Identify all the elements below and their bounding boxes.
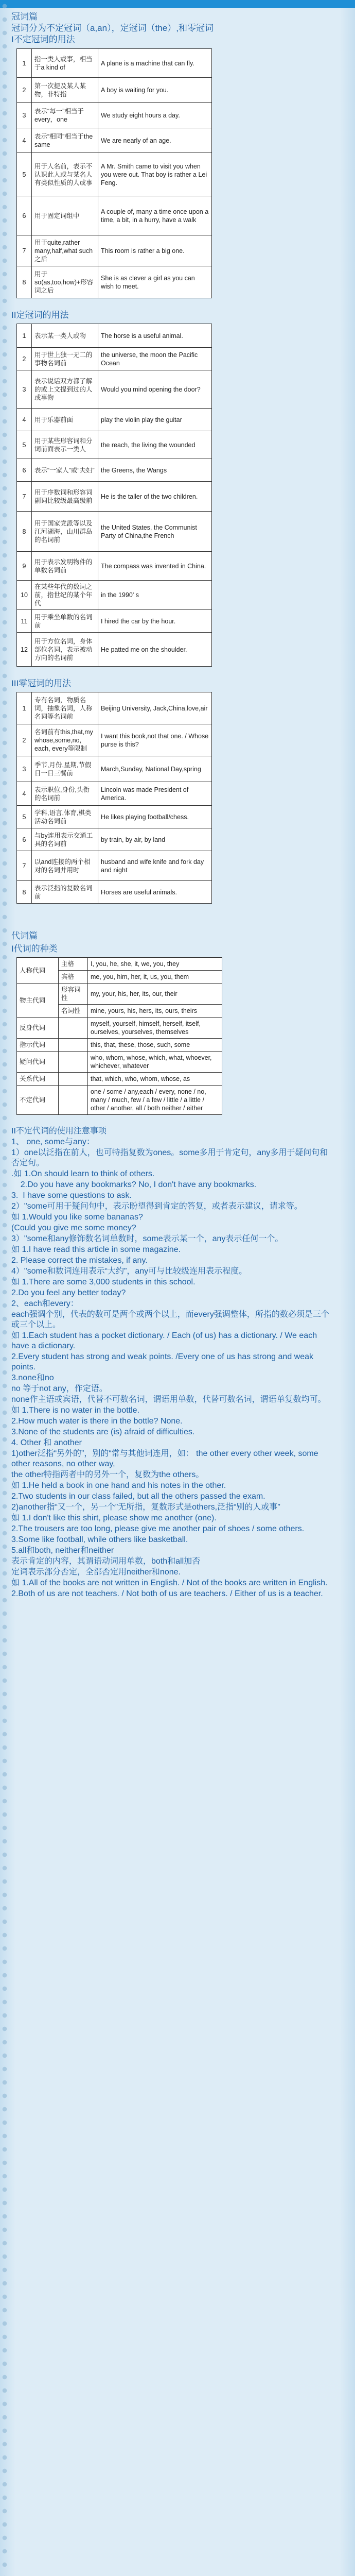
usage-cell: 用于乘坐单数的名词前 [32,610,98,633]
table-row [17,348,212,370]
pronoun-subheading: I代词的种类 [11,944,58,954]
note-line: 2.Both of us are not teachers. / Not both of us are teachers. / Either of us is a teacher. [11,1589,323,1598]
table-row [17,409,212,431]
note-line: 2.How much water is there in the bottle? None. [11,1417,183,1426]
pronoun-title [11,928,341,954]
pronoun-forms-cell: mine, yours, his, hers, its, ours, theirs [88,1005,222,1018]
row-number: 7 [17,482,32,512]
note-line: 如 1.All of the books are not written in English. / Not of the books are written in English. [11,1579,328,1587]
example-cell: Beijing University, Jack,China,love,air [98,692,212,724]
note-line: 如 1.There are some 3,000 students in this school. [11,1278,196,1286]
example-cell: Lincoln was made President of America. [98,782,212,806]
pronoun-category-cell: 人称代词 [17,958,59,984]
definite-article-title: II定冠词的用法 [11,310,69,320]
pronoun-forms-cell: this, that, these, those, such, some [88,1039,222,1052]
example-cell: The horse is a useful animal. [98,324,212,348]
table-row [17,370,212,409]
note-line: 1)other泛指“另外的”，别的“常与其他词连用，如： the other every other week, some other reasons, no other way, [11,1449,321,1468]
row-number: 8 [17,881,32,904]
usage-cell: 表示“相同”相当于the same [32,128,98,153]
example-cell: He is the taller of the two children. [98,482,212,512]
table-row [17,828,212,851]
example-cell: in the 1990' s [98,581,212,610]
header-line: 冠词篇 [11,12,38,22]
note-line: (Could you give me some money? [11,1224,136,1232]
example-cell: husband and wife knife and fork day and night [98,851,212,881]
definite-article-table [16,324,212,667]
pronoun-forms-cell: that, which, who, whom, whose, as [88,1073,222,1086]
table-row [17,153,212,196]
note-line: no 等于not any，作定语。 [11,1384,108,1393]
example-cell: We study eight hours a day. [98,103,212,128]
usage-cell: 用于方位名词，身体部位名词，表示被动方向的名词前 [32,633,98,667]
example-cell: Horses are useful animals. [98,881,212,904]
example-cell: A boy is waiting for you. [98,78,212,103]
row-number: 4 [17,128,32,153]
table-row [17,1039,222,1052]
zero-article-table [16,692,212,904]
zero-article-title: III零冠词的用法 [11,679,72,688]
pronoun-subtype-cell: 名词性 [59,1005,88,1018]
note-line: 2.Two students in our class failed, but all the others passed the exam. [11,1492,265,1501]
table-row [17,1073,222,1086]
example-cell: A plane is a machine that can fly. [98,49,212,78]
usage-cell: 用于so(as,too,how)+形容词之后 [32,266,98,298]
article-header [11,11,341,45]
note-line: 2.Do you feel any better today? [11,1289,126,1297]
example-cell: I want this book,not that one. / Whose purse is this? [98,724,212,756]
row-number: 1 [17,324,32,348]
table-row [17,806,212,828]
pronoun-forms-cell: my, your, his, her, its, our, their [88,984,222,1005]
note-line: 如 1.Each student has a pocket dictionary. / Each (of us) has a dictionary. / We each have a dictionary. [11,1331,319,1350]
table-row [17,724,212,756]
pronoun-subtype-cell: 主格 [59,958,88,971]
row-number: 4 [17,409,32,431]
pronoun-notes [11,1126,335,1599]
binding-holes [0,0,10,2576]
pronoun-subtype-cell [59,1073,88,1086]
example-cell: March,Sunday, National Day,spring [98,756,212,782]
row-number: 6 [17,828,32,851]
usage-cell: 用于世上独一无二的事物名词前 [32,348,98,370]
row-number: 7 [17,235,32,266]
note-line: 表示肯定的内容，其谓语动词用单数，both和all加否 [11,1557,201,1566]
usage-cell: 用于国家党派等以及江河湖海，山川群岛的名词前 [32,512,98,552]
example-cell: He likes playing football/chess. [98,806,212,828]
table-row [17,103,212,128]
row-number: 8 [17,512,32,552]
table-row [17,324,212,348]
table-row [17,49,212,78]
usage-cell: 名词前有this,that,my whose,some,no, each, every等限制 [32,724,98,756]
row-number: 6 [17,459,32,482]
row-number: 3 [17,370,32,409]
table-row [17,266,212,298]
page-content [11,11,341,1600]
table-row [17,196,212,235]
usage-cell: 用于固定词组中 [32,196,98,235]
note-line: 5.all和both, neither和neither [11,1546,114,1555]
example-cell: the universe, the moon the Pacific Ocean [98,348,212,370]
row-number: 5 [17,431,32,459]
table-row [17,692,212,724]
usage-cell: 表示某一类人或物 [32,324,98,348]
table-row [17,552,212,581]
table-row [17,581,212,610]
row-number: 2 [17,348,32,370]
row-number: 12 [17,633,32,667]
note-line: 如 1.I have read this article in some magazine. [11,1245,181,1254]
pronoun-subtype-cell: 宾格 [59,971,88,984]
table-row [17,958,222,971]
usage-cell: 指一类人或事，相当于a kind of [32,49,98,78]
table-row [17,881,212,904]
pronoun-subtype-cell [59,1018,88,1039]
usage-cell: 表示“每一”相当于every，one [32,103,98,128]
pronoun-category-cell: 关系代词 [17,1073,59,1086]
header-line: I不定冠词的用法 [11,35,75,44]
note-line: none作主语或宾语，代替不可数名词，谓语用单数，代替可数名词，谓语单复数均可。 [11,1395,326,1404]
usage-cell: 表示泛指的复数名词前 [32,881,98,904]
note-line: 3）"some和any修饰数名词单数时，some表示某一个，any表示任何一个。 [11,1234,283,1243]
usage-cell: 以and连接的两个相对的名词并用时 [32,851,98,881]
table-row [17,431,212,459]
pronoun-category-cell: 不定代词 [17,1086,59,1115]
pronoun-subtype-cell [59,1052,88,1073]
row-number: 6 [17,196,32,235]
usage-cell: 与by连用表示交通工具的名词前 [32,828,98,851]
row-number: 5 [17,153,32,196]
row-number: 9 [17,552,32,581]
table-row [17,851,212,881]
pronoun-category-cell: 疑问代词 [17,1052,59,1073]
example-cell: A Mr. Smith came to visit you when you were out. That boy is rather a Lei Feng. [98,153,212,196]
row-number: 8 [17,266,32,298]
note-line: 1）one以泛指在前人，也可特指复数为ones。some多用于肯定句，any多用于疑问句和否定句。 [11,1148,328,1167]
pronoun-forms-cell: who, whom, whose, which, what, whoever, whichever, whatever [88,1052,222,1073]
example-cell: A couple of, many a time once upon a time, a bit, in a hurry, have a walk [98,196,212,235]
table-row [17,459,212,482]
note-line: 2)another指“又一个，另一个”无所指，复数形式是others,泛指“别的人或事” [11,1503,280,1512]
pronoun-subtype-cell [59,1039,88,1052]
note-line: the other特指两者中的另外一个，复数为the others。 [11,1470,204,1479]
table-row [17,1086,222,1115]
row-number: 1 [17,692,32,724]
pronoun-subtype-cell: 形容词性 [59,984,88,1005]
pronoun-subtype-cell [59,1086,88,1115]
note-line: .如 1.On should learn to think of others. [11,1170,155,1178]
table-row [17,1018,222,1039]
example-cell: the reach, the living the wounded [98,431,212,459]
note-line: 2）"some可用于疑问句中，表示盼望得到肯定的答复，或者表示建议，请求等。 [11,1202,303,1211]
note-line: 2.Every student has strong and weak points. /Every one of us has strong and weak points. [11,1352,316,1371]
usage-cell: 第一次提及某人某物，非特指 [32,78,98,103]
table-row [17,482,212,512]
usage-cell: 用于某些形容词和分词前面表示一类人 [32,431,98,459]
row-number: 11 [17,610,32,633]
pronoun-forms-cell: myself, yourself, himself, herself, itself, ourselves, yourselves, themselves [88,1018,222,1039]
pronoun-category-cell: 指示代词 [17,1039,59,1052]
table-row [17,782,212,806]
table-row [17,1052,222,1073]
example-cell: The compass was invented in China. [98,552,212,581]
table-row [17,633,212,667]
note-line: 如 1.He held a book in one hand and his notes in the other. [11,1481,226,1490]
note-line: 2、each和every： [11,1299,79,1308]
note-line: 3.Some like football, while others like basketball. [11,1535,188,1544]
row-number: 3 [17,756,32,782]
row-number: 1 [17,49,32,78]
usage-cell: 用于quite,rather many,half,what such之后 [32,235,98,266]
example-cell: by train, by air, by land [98,828,212,851]
pronoun-forms-cell: I, you, he, she, it, we, you, they [88,958,222,971]
table-row [17,610,212,633]
example-cell: the United States, the Communist Party of China,the French [98,512,212,552]
note-line: 定词表示部分否定，全部否定用neither和none. [11,1568,181,1577]
row-number: 7 [17,851,32,881]
row-number: 2 [17,78,32,103]
usage-cell: 表示说话双方都了解的或上文提到过的人或事物 [32,370,98,409]
usage-cell: 表示“一家人”或“夫妇” [32,459,98,482]
row-number: 5 [17,806,32,828]
pronoun-types-table [16,957,222,1115]
usage-cell: 用于人名前，表示不认识此人或与某名人有类似性质的人或事 [32,153,98,196]
table-row [17,128,212,153]
pronoun-category-cell: 反身代词 [17,1018,59,1039]
usage-cell: 用于表示发明物件的单数名词前 [32,552,98,581]
example-cell: She is as clever a girl as you can wish to meet. [98,266,212,298]
table-row [17,984,222,1005]
note-line: 3. I have some questions to ask. [11,1191,132,1200]
example-cell: He patted me on the shoulder. [98,633,212,667]
pronoun-forms-cell: one / some / any,each / every, none / no, many / much, few / a few / little / a little / other / another, all / both neither / either [88,1086,222,1115]
note-line: II不定代词的使用注意事项 [11,1127,106,1136]
row-number: 3 [17,103,32,128]
header-line: 冠词分为不定冠词（a,an），定冠词（the）,和零冠词 [11,23,214,33]
note-line: each强调个别，代表的数可是两个或两个以上，而every强调整体，所指的数必须是三个或三个以上。 [11,1310,329,1329]
usage-cell: 在某些年代的数词之前，指世纪的某个年代 [32,581,98,610]
usage-cell: 专有名词，物质名词，抽象名词，人称名词等名词前 [32,692,98,724]
top-accent-bar [0,0,355,8]
usage-cell: 用于序数词和形容词副词比较级最高级前 [32,482,98,512]
example-cell: Would you mind opening the door? [98,370,212,409]
note-line: 如 1.Would you like some bananas? [11,1213,143,1222]
pronoun-heading: 代词篇 [11,931,38,941]
pronoun-category-cell: 物主代词 [17,984,59,1018]
usage-cell: 用于乐器前面 [32,409,98,431]
example-cell: I hired the car by the hour. [98,610,212,633]
pronoun-forms-cell: me, you, him, her, it, us, you, them [88,971,222,984]
table-row [17,512,212,552]
example-cell: the Greens, the Wangs [98,459,212,482]
note-line: 4）"some和数词连用表示“大约”，any可与比较级连用表示程度。 [11,1267,247,1276]
note-line: 2.Do you have any bookmarks? No, I don't have any bookmarks. [11,1180,257,1189]
note-line: 3.None of the students are (is) afraid of difficulties. [11,1428,195,1436]
usage-cell: 表示职位,身份,头衔的名词前 [32,782,98,806]
table-row [17,756,212,782]
row-number: 2 [17,724,32,756]
row-number: 10 [17,581,32,610]
table-row [17,235,212,266]
example-cell: We are nearly of an age. [98,128,212,153]
note-line: 如 1.There is no water in the bottle. [11,1406,140,1415]
indefinite-article-table [16,48,212,298]
note-line: 如 1.I don't like this shirt, please show me another (one). [11,1514,217,1522]
note-line: 3.none和no [11,1374,54,1382]
row-number: 4 [17,782,32,806]
note-line: 2. Please correct the mistakes, if any. [11,1256,148,1265]
usage-cell: 季节,月份,星期,节假日一日三餐前 [32,756,98,782]
table-row [17,78,212,103]
usage-cell: 学科,语言,体育,棋类活动名词前 [32,806,98,828]
note-line: 4. Other 和 another [11,1438,82,1447]
note-line: 1、 one, some与any： [11,1138,95,1146]
note-line: 2.The trousers are too long, please give me another pair of shoes / some others. [11,1524,305,1533]
example-cell: This room is rather a big one. [98,235,212,266]
example-cell: play the violin play the guitar [98,409,212,431]
